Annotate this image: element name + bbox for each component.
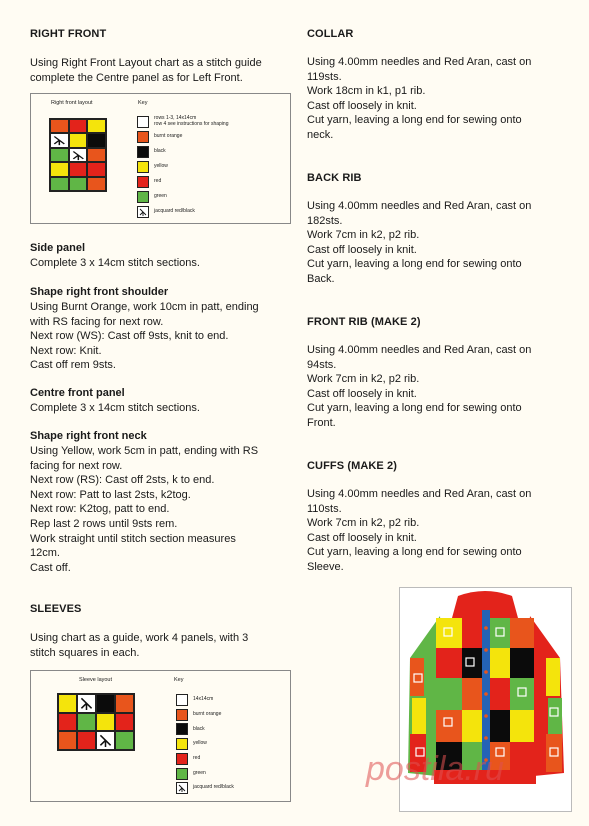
back-rib-text	[307, 199, 531, 287]
jacquard-symbol-icon	[70, 149, 87, 161]
key-swatch	[137, 191, 149, 203]
text-line: Cut yarn, leaving a long end for sewing onto	[307, 114, 522, 127]
text-line: Using 4.00mm needles and Red Aran, cast on	[307, 56, 532, 68]
text-line: Rep last 2 rows until 9sts rem.	[30, 517, 178, 530]
text-line: Next row (RS): Cast off 2sts, k to end.	[30, 474, 215, 487]
key-row	[176, 782, 234, 794]
chart-cell-green	[115, 731, 134, 750]
key-row	[137, 191, 167, 203]
text-line: stitch squares in each.	[30, 646, 140, 659]
right-front-intro	[30, 56, 262, 85]
chart-cell-burnt-orange	[115, 694, 134, 713]
text-line: 12cm.	[30, 547, 60, 560]
text-line: complete the Centre panel as for Left Front.	[30, 71, 243, 84]
key-row	[137, 206, 195, 218]
key-row	[176, 768, 206, 780]
chart-cell-jacquard	[77, 694, 96, 713]
chart-cell-green	[69, 177, 88, 191]
key-swatch	[137, 161, 149, 173]
text-line: Work 7cm in k2, p2 rib.	[307, 517, 420, 530]
key-swatch	[137, 116, 149, 128]
key-swatch	[176, 782, 188, 794]
chart-cell-burnt-orange	[58, 731, 77, 750]
sleeves-text	[30, 631, 248, 660]
key-label: yellow	[193, 740, 207, 747]
key-label: rows 1-3, 14x14cm row 4 see instructions for shaping	[154, 115, 229, 127]
chart-cell-yellow	[87, 119, 106, 133]
key-row	[176, 738, 207, 750]
chart-cell-green	[50, 177, 69, 191]
text-line: Cut yarn, leaving a long end for sewing onto	[307, 546, 522, 559]
text-line: Using chart as a guide, work 4 panels, with 3	[30, 632, 249, 644]
right-front-heading: RIGHT FRONT	[30, 28, 107, 40]
chart-cell-yellow	[96, 713, 115, 732]
text-line: Work 7cm in k2, p2 rib.	[307, 373, 420, 386]
chart-cell-red	[69, 119, 88, 133]
jacquard-symbol-icon	[51, 134, 68, 146]
text-line: Sleeve.	[307, 560, 344, 573]
key-row	[137, 146, 166, 158]
right-front-chart	[30, 93, 291, 224]
key-label: yellow	[154, 163, 168, 170]
sleeve-chart	[30, 670, 291, 802]
key-label: jacquard red/black	[154, 208, 195, 215]
key-label: black	[154, 148, 166, 155]
chart-cell-burnt-orange	[50, 119, 69, 133]
chart-cell-green	[77, 713, 96, 732]
key-swatch	[176, 768, 188, 780]
chart-title: Right front layout	[51, 100, 93, 106]
text-line: 119sts.	[307, 70, 342, 83]
chart-cell-red	[87, 162, 106, 176]
text-line: Using 4.00mm needles and Red Aran, cast on	[307, 344, 532, 356]
text-line: Cast off rem 9sts.	[30, 359, 116, 372]
key-title: Key	[138, 100, 148, 106]
chart-cell-black	[96, 694, 115, 713]
text-line: Work 18cm in k1, p1 rib.	[307, 85, 426, 98]
chart-cell-yellow	[69, 133, 88, 147]
jacquard-symbol-icon	[78, 695, 95, 712]
text-line: Cast off loosely in knit.	[307, 387, 417, 400]
key-row	[137, 176, 161, 188]
text-line: Next row (WS): Cast off 9sts, knit to end.	[30, 330, 229, 343]
chart-cell-burnt-orange	[87, 177, 106, 191]
chart-cell-red	[58, 713, 77, 732]
key-swatch	[176, 723, 188, 735]
text-line: Next row: Patt to last 2sts, k2tog.	[30, 488, 191, 501]
text-line: Back.	[307, 272, 335, 285]
chart-cell-black	[87, 133, 106, 147]
text-line: Front.	[307, 416, 336, 429]
text-line: Cast off loosely in knit.	[307, 243, 417, 256]
jacquard-symbol-icon	[138, 207, 148, 217]
sleeve-layout-grid	[57, 693, 135, 751]
jacquard-symbol-icon	[177, 783, 187, 793]
key-row	[176, 694, 213, 706]
key-label: green	[154, 193, 167, 200]
chart-title: Sleeve layout	[79, 677, 113, 683]
right-front-layout-grid	[49, 118, 107, 192]
text-line: 182sts.	[307, 214, 343, 227]
key-swatch	[137, 176, 149, 188]
collar-heading: COLLAR	[307, 28, 354, 40]
chart-cell-jacquard	[69, 148, 88, 162]
sleeves-heading: SLEEVES	[30, 603, 82, 615]
text-line: 94sts.	[307, 358, 337, 371]
key-swatch	[176, 694, 188, 706]
cuffs-text	[307, 487, 531, 575]
text-line: with RS facing for next row.	[30, 315, 164, 328]
text-line: Work 7cm in k2, p2 rib.	[307, 229, 420, 242]
front-rib-heading: FRONT RIB (MAKE 2)	[307, 316, 421, 328]
text-line: Complete 3 x 14cm stitch sections.	[30, 402, 200, 414]
key-swatch	[176, 738, 188, 750]
watermark: postila.ru	[366, 750, 504, 788]
key-label: burnt orange	[154, 133, 183, 140]
chart-cell-yellow	[58, 694, 77, 713]
text-line: Complete 3 x 14cm stitch sections.	[30, 257, 200, 269]
text-line: Cut yarn, leaving a long end for sewing onto	[307, 402, 522, 415]
side-panel-text	[30, 256, 200, 271]
key-row	[137, 161, 168, 173]
text-line: Next row: K2tog, patt to end.	[30, 503, 170, 516]
text-line: Using Yellow, work 5cm in patt, ending with RS	[30, 445, 259, 457]
key-swatch	[176, 709, 188, 721]
back-rib-heading: BACK RIB	[307, 172, 362, 184]
key-row	[176, 723, 205, 735]
key-swatch	[137, 206, 149, 218]
text-line: Next row: Knit.	[30, 344, 102, 357]
text-line: Using 4.00mm needles and Red Aran, cast on	[307, 488, 532, 500]
key-swatch	[176, 753, 188, 765]
key-label: jacquard red/black	[193, 784, 234, 791]
chart-cell-jacquard	[50, 133, 69, 147]
key-row	[176, 753, 200, 765]
neck-title: Shape right front neck	[30, 430, 147, 442]
chart-cell-jacquard	[96, 731, 115, 750]
jacquard-symbol-icon	[97, 732, 114, 749]
chart-cell-burnt-orange	[87, 148, 106, 162]
collar-text	[307, 55, 531, 143]
side-panel-title: Side panel	[30, 242, 86, 254]
text-line: neck.	[307, 128, 334, 141]
text-line: Cast off loosely in knit.	[307, 531, 417, 544]
text-line: Using Right Front Layout chart as a stitch guide	[30, 57, 262, 69]
chart-cell-red	[77, 731, 96, 750]
text-line: 110sts.	[307, 502, 342, 515]
centre-text	[30, 401, 200, 416]
text-line: facing for next row.	[30, 459, 123, 472]
chart-cell-green	[50, 148, 69, 162]
key-label: green	[193, 769, 206, 776]
text-line: Using 4.00mm needles and Red Aran, cast on	[307, 200, 532, 212]
chart-cell-yellow	[50, 162, 69, 176]
chart-cell-red	[115, 713, 134, 732]
centre-title: Centre front panel	[30, 387, 125, 399]
key-row	[137, 116, 228, 128]
front-rib-text	[307, 343, 531, 431]
text-line: Cast off.	[30, 561, 71, 574]
key-swatch	[137, 146, 149, 158]
cardigan-photo	[366, 587, 572, 812]
shoulder-title: Shape right front shoulder	[30, 286, 169, 298]
text-line: Cut yarn, leaving a long end for sewing onto	[307, 258, 522, 271]
text-line: Work straight until stitch section measures	[30, 532, 236, 545]
key-label: black	[193, 725, 205, 732]
chart-cell-red	[69, 162, 88, 176]
cuffs-heading: CUFFS (MAKE 2)	[307, 460, 398, 472]
key-title: Key	[174, 677, 184, 683]
key-label: red	[193, 755, 201, 761]
shoulder-text	[30, 300, 259, 373]
key-label: burnt orange	[193, 710, 222, 717]
key-label: 14x14cm	[193, 696, 214, 703]
key-swatch	[137, 131, 149, 143]
text-line: Using Burnt Orange, work 10cm in patt, ending	[30, 301, 259, 313]
key-label: red	[154, 178, 162, 185]
key-row	[137, 131, 182, 143]
key-row	[176, 709, 221, 721]
text-line: Cast off loosely in knit.	[307, 99, 417, 112]
neck-text	[30, 444, 258, 575]
